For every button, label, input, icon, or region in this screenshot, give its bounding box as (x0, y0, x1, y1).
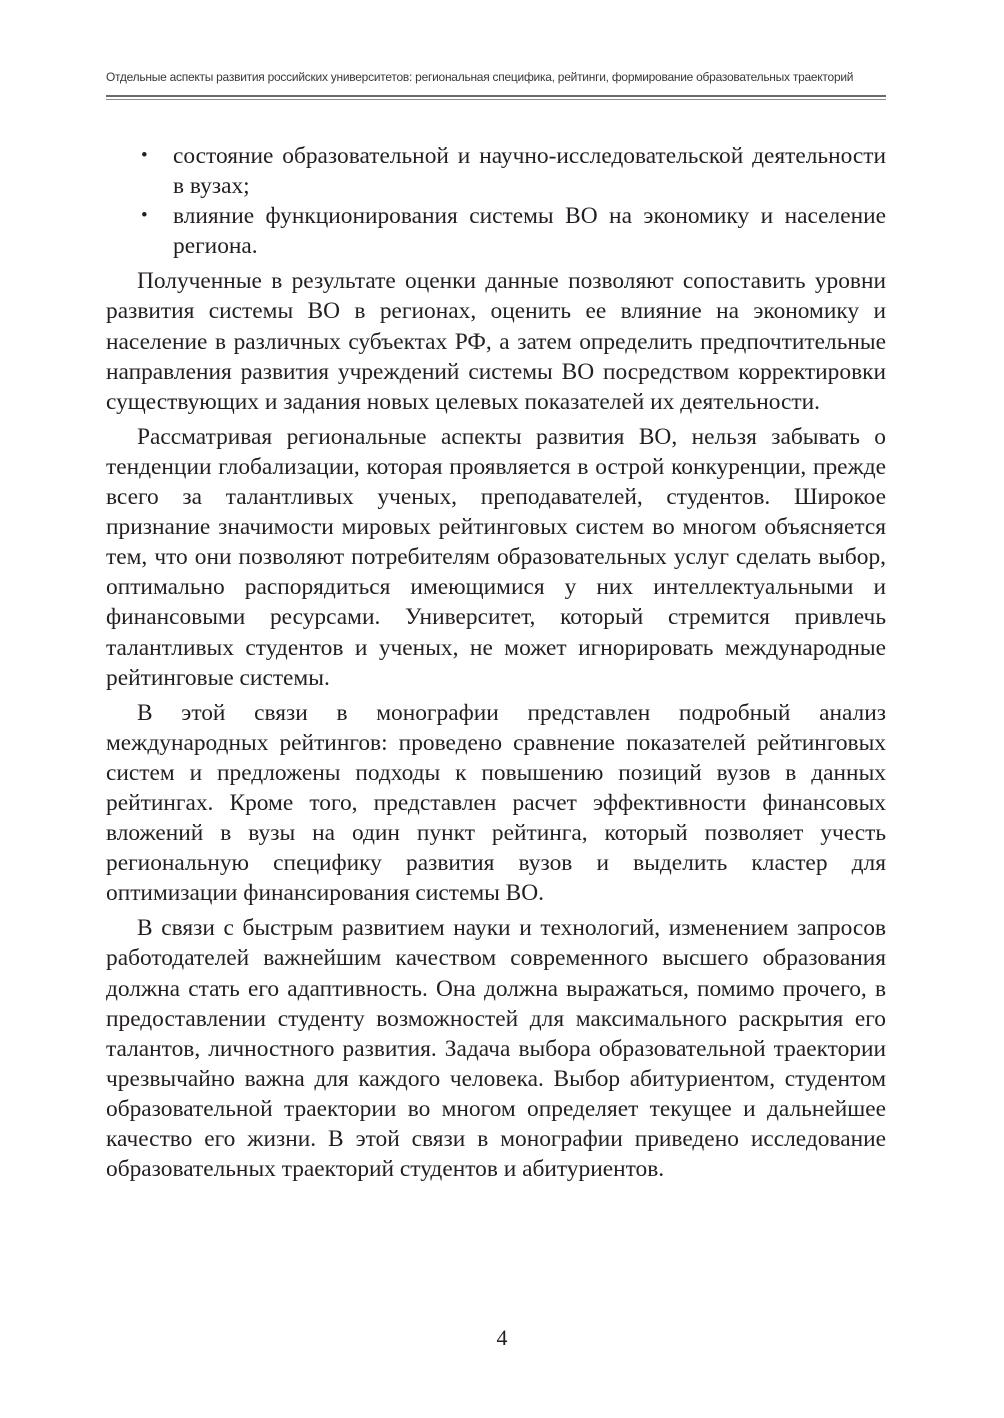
paragraph: Рассматривая региональные аспекты развития ВО, нельзя забывать о тенденции глобализации, которая проявляется в острой конкуренции, прежде всего за талантливых ученых, преподавателей, студентов. Широкое признание значимости мировых рейтинговых систем во многом объясняется тем, что они позволяют потребителям образовательных услуг сделать выбор, оптимально распорядиться имеющимися у них интеллектуальными и финансовыми ресурсами. Университет, который стремится привлечь талантливых студентов и ученых, не может игнорировать международные рейтинговые системы. (106, 423, 886, 691)
bullet-text: влияние функционирования системы ВО на экономику и население региона. (173, 203, 886, 260)
bullet-item (106, 201, 886, 261)
bullet-icon: • (141, 145, 148, 166)
body-text (106, 141, 886, 1189)
bullet-list (106, 141, 886, 261)
header-rule (106, 95, 886, 97)
bullet-item (106, 141, 886, 201)
paragraph: Полученные в результате оценки данные позволяют сопоставить уровни развития системы ВО в регионах, оценить ее влияние на экономику и население в различных субъектах РФ, а затем определить предпочтительные направления развития учреждений системы ВО посредством корректировки существующих и задания новых целевых показателей их деятельности. (106, 268, 886, 415)
bullet-text: состояние образовательной и научно-исследовательской деятельности в вузах; (173, 143, 886, 200)
running-header: Отдельные аспекты развития российских университетов: региональная специфика, рейтинги, формирование образовательных траекторий (106, 70, 854, 84)
header-rule-secondary (106, 99, 886, 100)
paragraph: В этой связи в монографии представлен подробный анализ международных рейтингов: проведено сравнение показателей рейтинговых систем и предложены подходы к повышению позиций вузов в данных рейтингах. Кроме того, представлен расчет эффективности финансовых вложений в вузы на один пункт рейтинга, который позволяет учесть региональную специфику развития вузов и выделить кластер для оптимизации финансирования системы ВО. (106, 699, 886, 907)
page-number: 4 (496, 1325, 508, 1350)
paragraph: В связи с быстрым развитием науки и технологий, изменением запросов работодателей важнейшим качеством современного высшего образования должна стать его адаптивность. Она должна выражаться, помимо прочего, в предоставлении студенту возможностей для максимального раскрытия его талантов, личностного развития. Задача выбора образовательной траектории чрезвычайно важна для каждого человека. Выбор абитуриентом, студентом образовательной траектории во многом определяет текущее и дальнейшее качество его жизни. В этой связи в монографии приведено исследование образовательных траекторий студентов и абитуриентов. (106, 915, 886, 1183)
bullet-icon: • (141, 205, 148, 227)
